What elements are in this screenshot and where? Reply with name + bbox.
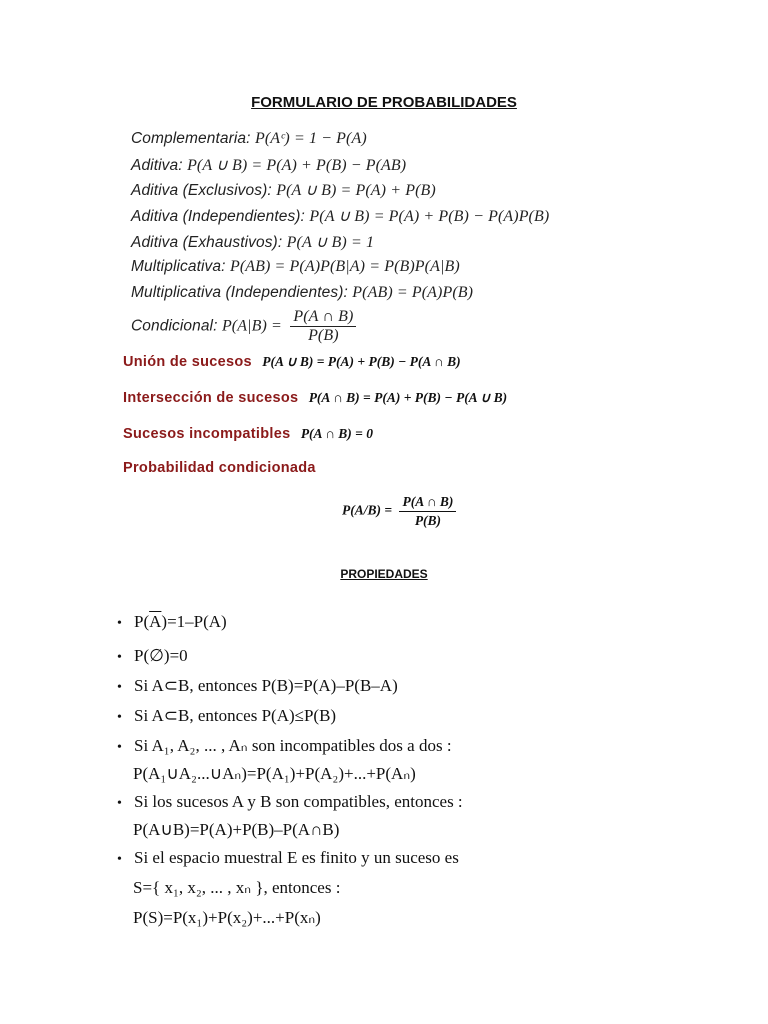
red-label: Unión de sucesos — [123, 354, 252, 370]
red-item-interseccion — [123, 390, 507, 406]
red-expr: P(A ∩ B) = 0 — [300, 426, 373, 441]
bullet: • — [117, 680, 122, 695]
formula-aditiva — [131, 155, 406, 175]
formula-expr: P(A ∪ B) = P(A) + P(B) − P(A)P(B) — [309, 208, 550, 225]
formula-lhs: P(A|B) = — [221, 317, 282, 335]
conditional-fraction — [342, 493, 456, 530]
page-title: FORMULARIO DE PROBABILIDADES — [251, 94, 517, 111]
formula-label: Multiplicativa (Independientes): — [131, 284, 348, 301]
prop-text: Si los sucesos A y B son compatibles, entonces : — [134, 792, 463, 811]
formula-label: Condicional: — [131, 317, 218, 335]
prop-text: Si A⊂B, entonces P(A)≤P(B) — [134, 706, 337, 725]
formula-aditiva-exclusivos — [131, 180, 436, 200]
prop-text: P( — [134, 612, 150, 631]
fraction-denominator: P(B) — [308, 327, 339, 344]
bullet: • — [117, 710, 122, 725]
formula-label: Aditiva (Independientes): — [131, 208, 305, 225]
property-item — [117, 706, 336, 726]
property-item — [117, 736, 452, 756]
formula-label: Aditiva: — [131, 157, 183, 174]
fraction-denominator: P(B) — [414, 513, 442, 528]
property-item — [117, 646, 188, 666]
prop-text: )=1–P(A) — [161, 612, 227, 631]
property-item — [117, 848, 459, 868]
red-item-incompatibles — [123, 426, 373, 442]
formula-label: Aditiva (Exclusivos): — [131, 182, 272, 199]
section-subtitle: PROPIEDADES — [340, 567, 428, 581]
red-label: Sucesos incompatibles — [123, 426, 291, 442]
property-continuation: P(A∪B)=P(A)+P(B)–P(A∩B) — [133, 820, 340, 839]
formula-label: Aditiva (Exhaustivos): — [131, 234, 283, 251]
fraction-numerator: P(A ∩ B) — [290, 308, 356, 327]
property-item — [117, 792, 463, 812]
formula-expr: P(Aᶜ) = 1 − P(A) — [254, 130, 367, 147]
red-expr: P(A ∩ B) = P(A) + P(B) − P(A ∪ B) — [308, 390, 508, 405]
formula-expr: P(AB) = P(A)P(B) — [352, 284, 474, 301]
formula-expr: P(A ∪ B) = P(A) + P(B) − P(AB) — [187, 157, 407, 174]
formula-expr: P(A ∪ B) = P(A) + P(B) — [276, 182, 436, 199]
bullet: • — [117, 616, 122, 631]
formula-aditiva-independientes — [131, 206, 549, 226]
property-item — [117, 612, 227, 632]
red-expr: P(A ∪ B) = P(A) + P(B) − P(A ∩ B) — [262, 354, 461, 369]
prop-text: Si el espacio muestral E es finito y un suceso es — [134, 848, 459, 867]
bullet: • — [117, 740, 122, 755]
property-continuation: P(A₁∪A₂...∪Aₙ)=P(A₁)+P(A₂)+...+P(Aₙ) — [133, 764, 416, 783]
property-continuation: S={ x₁, x₂, ... , xₙ }, entonces : — [133, 878, 341, 897]
formula-complementaria — [131, 130, 367, 148]
formula-multiplicativa-independientes — [131, 284, 473, 302]
formula-multiplicativa — [131, 258, 460, 276]
fraction — [290, 308, 356, 345]
red-item-union — [123, 354, 461, 370]
prop-text: Si A⊂B, entonces P(B)=P(A)–P(B–A) — [134, 676, 398, 695]
complement-a: $\overline{A}$ — [149, 612, 162, 631]
formula-aditiva-exhaustivos — [131, 232, 374, 252]
bullet: • — [117, 796, 122, 811]
prop-text: P(∅)=0 — [134, 646, 188, 665]
fraction — [399, 493, 456, 530]
formula-expr: P(A ∪ B) = 1 — [286, 234, 375, 251]
formula-condicional — [131, 308, 356, 345]
formula-expr: P(AB) = P(A)P(B|A) = P(B)P(A|B) — [229, 258, 460, 275]
formula-label: Complementaria: — [131, 130, 251, 147]
property-item — [117, 676, 398, 696]
red-label: Probabilidad condicionada — [123, 460, 316, 476]
red-label: Intersección de sucesos — [123, 390, 299, 406]
fraction-numerator: P(A ∩ B) — [399, 493, 456, 512]
prop-text: Si A₁, A₂, ... , Aₙ son incompatibles dos a dos : — [134, 736, 452, 755]
red-item-condicionada — [123, 460, 322, 476]
property-continuation: P(S)=P(x₁)+P(x₂)+...+P(xₙ) — [133, 908, 321, 927]
bullet: • — [117, 650, 122, 665]
fraction-lhs: P(A/B) = — [342, 502, 393, 518]
bullet: • — [117, 852, 122, 867]
formula-label: Multiplicativa: — [131, 258, 226, 275]
